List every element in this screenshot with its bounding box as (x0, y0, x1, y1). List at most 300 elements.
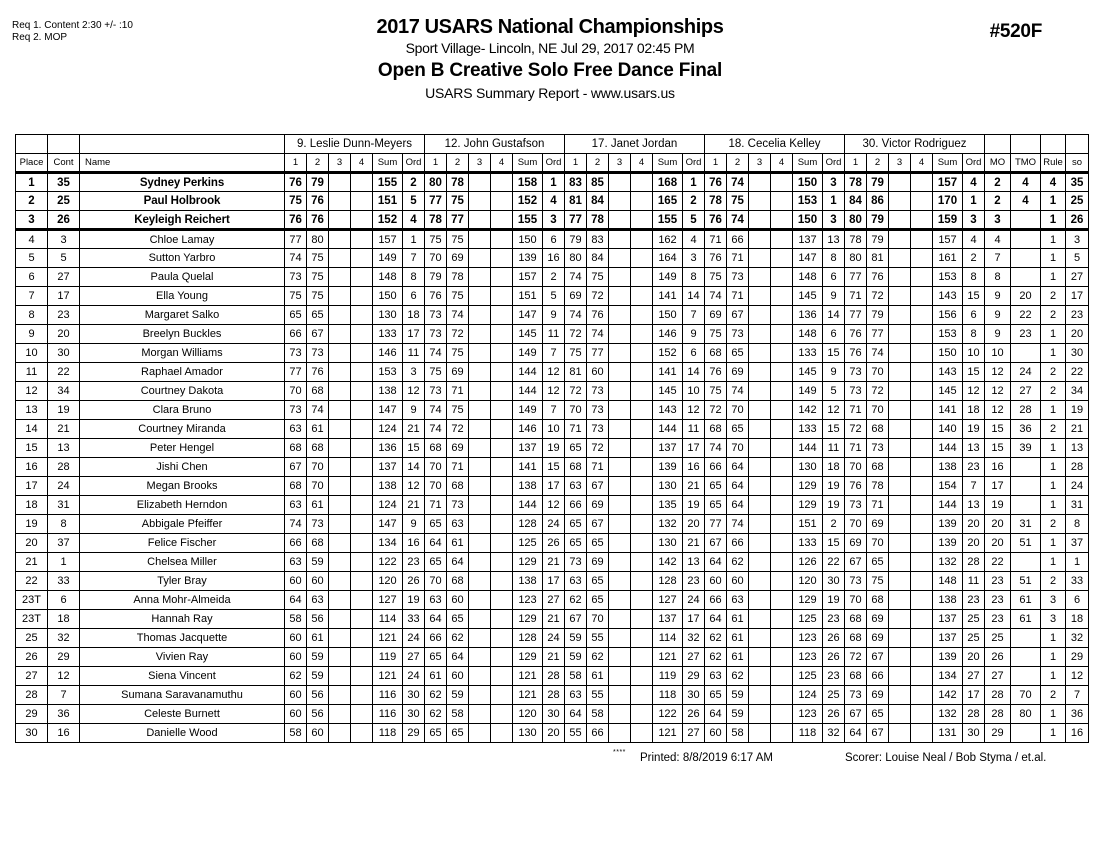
cell-place: 18 (16, 496, 48, 515)
table-row (16, 667, 1089, 686)
cell-so: 1 (1066, 553, 1089, 572)
cell-contestant-number: 29 (48, 648, 80, 667)
cell-j5-sum: 150 (933, 344, 963, 363)
cell-j4-score-1: 72 (705, 401, 727, 420)
cell-j1-sum: 147 (373, 515, 403, 534)
cell-j5-ordinal: 23 (963, 458, 985, 477)
cell-j5-score-3 (889, 610, 911, 629)
column-header-j4-2: 2 (727, 154, 749, 173)
cell-j2-score-1: 65 (425, 553, 447, 572)
cell-j5-score-2: 72 (867, 287, 889, 306)
cell-j1-sum: 134 (373, 534, 403, 553)
table-row (16, 325, 1089, 344)
cell-j4-score-3 (749, 572, 771, 591)
cell-so: 24 (1066, 477, 1089, 496)
cell-j4-score-3 (749, 724, 771, 743)
cell-rule: 2 (1041, 420, 1066, 439)
cell-j2-ordinal: 21 (543, 553, 565, 572)
cell-j1-ordinal: 4 (403, 211, 425, 230)
cell-j4-score-1: 62 (705, 648, 727, 667)
cell-j4-score-2: 61 (727, 610, 749, 629)
cell-j5-score-2: 68 (867, 420, 889, 439)
cell-j2-sum: 150 (513, 230, 543, 249)
cell-j2-sum: 137 (513, 439, 543, 458)
table-row (16, 610, 1089, 629)
cell-j3-score-3 (609, 458, 631, 477)
cell-j2-score-1: 76 (425, 287, 447, 306)
cell-j3-score-2: 66 (587, 724, 609, 743)
cell-j2-score-2: 60 (447, 667, 469, 686)
cell-j5-sum: 157 (933, 230, 963, 249)
cell-j3-score-3 (609, 382, 631, 401)
cell-j3-ordinal: 20 (683, 515, 705, 534)
cell-j5-score-2: 71 (867, 496, 889, 515)
cell-j5-score-1: 72 (845, 648, 867, 667)
cell-j2-score-4 (491, 344, 513, 363)
cell-j1-sum: 121 (373, 629, 403, 648)
cell-j5-ordinal: 25 (963, 629, 985, 648)
table-row (16, 306, 1089, 325)
cell-j2-sum: 152 (513, 192, 543, 211)
cell-j5-score-2: 70 (867, 401, 889, 420)
column-header-place: Place (16, 154, 48, 173)
cell-j2-score-4 (491, 230, 513, 249)
cell-j4-score-1: 76 (705, 249, 727, 268)
table-row (16, 382, 1089, 401)
cell-j1-sum: 130 (373, 306, 403, 325)
table-row (16, 572, 1089, 591)
cell-j1-score-1: 63 (285, 420, 307, 439)
cell-j4-score-1: 76 (705, 173, 727, 192)
cell-j2-ordinal: 12 (543, 496, 565, 515)
cell-j1-score-1: 60 (285, 629, 307, 648)
cell-j4-ordinal: 26 (823, 648, 845, 667)
cell-j4-score-1: 67 (705, 534, 727, 553)
cell-j3-score-4 (631, 705, 653, 724)
cell-j1-score-4 (351, 591, 373, 610)
cell-j2-score-4 (491, 363, 513, 382)
table-row (16, 648, 1089, 667)
cell-j2-ordinal: 7 (543, 401, 565, 420)
cell-j3-sum: 135 (653, 496, 683, 515)
cell-j1-ordinal: 33 (403, 610, 425, 629)
cell-j5-ordinal: 28 (963, 553, 985, 572)
cell-j4-score-2: 64 (727, 458, 749, 477)
cell-j3-sum: 168 (653, 173, 683, 192)
cell-j3-score-3 (609, 496, 631, 515)
cell-tmo: 51 (1011, 572, 1041, 591)
cell-j3-score-1: 75 (565, 344, 587, 363)
column-header-row (16, 154, 1089, 173)
cell-j2-ordinal: 24 (543, 629, 565, 648)
cell-j1-score-4 (351, 629, 373, 648)
cell-j1-score-1: 74 (285, 249, 307, 268)
cell-tmo (1011, 667, 1041, 686)
cell-j5-score-1: 73 (845, 382, 867, 401)
cell-j2-ordinal: 15 (543, 458, 565, 477)
cell-j1-ordinal: 9 (403, 515, 425, 534)
cell-j5-score-3 (889, 572, 911, 591)
cell-j4-sum: 130 (793, 458, 823, 477)
cell-j1-score-3 (329, 249, 351, 268)
cell-j5-score-2: 67 (867, 724, 889, 743)
cell-j4-score-2: 61 (727, 629, 749, 648)
cell-j5-score-4 (911, 306, 933, 325)
cell-j5-sum: 154 (933, 477, 963, 496)
cell-tmo: 61 (1011, 591, 1041, 610)
cell-tmo (1011, 249, 1041, 268)
cell-j1-score-2: 73 (307, 344, 329, 363)
cell-j1-score-1: 60 (285, 648, 307, 667)
cell-j5-score-4 (911, 458, 933, 477)
cell-rule: 4 (1041, 173, 1066, 192)
cell-j4-score-2: 70 (727, 401, 749, 420)
cell-j1-score-4 (351, 496, 373, 515)
cell-j1-score-2: 61 (307, 629, 329, 648)
cell-j3-score-2: 84 (587, 249, 609, 268)
table-row (16, 458, 1089, 477)
cell-j5-sum: 140 (933, 420, 963, 439)
cell-j1-score-2: 70 (307, 477, 329, 496)
table-row (16, 705, 1089, 724)
cell-so: 21 (1066, 420, 1089, 439)
cell-j5-ordinal: 23 (963, 591, 985, 610)
cell-j4-ordinal: 23 (823, 667, 845, 686)
cell-j3-ordinal: 23 (683, 572, 705, 591)
cell-j5-score-1: 68 (845, 629, 867, 648)
cell-place: 28 (16, 686, 48, 705)
cell-contestant-number: 30 (48, 344, 80, 363)
cell-j4-score-3 (749, 629, 771, 648)
cell-j3-ordinal: 3 (683, 249, 705, 268)
cell-j2-sum: 149 (513, 401, 543, 420)
cell-j3-score-4 (631, 515, 653, 534)
cell-j4-score-2: 60 (727, 572, 749, 591)
cell-j2-score-4 (491, 553, 513, 572)
cell-place: 11 (16, 363, 48, 382)
cell-j2-ordinal: 10 (543, 420, 565, 439)
cell-j4-score-4 (771, 287, 793, 306)
cell-j5-ordinal: 8 (963, 325, 985, 344)
cell-j5-sum: 139 (933, 534, 963, 553)
cell-j4-ordinal: 22 (823, 553, 845, 572)
cell-j4-score-2: 74 (727, 173, 749, 192)
cell-j2-score-4 (491, 496, 513, 515)
cell-skater-name: Chelsea Miller (80, 553, 285, 572)
cell-rule: 1 (1041, 496, 1066, 515)
banner-spacer-so (1066, 135, 1089, 154)
cell-j3-ordinal: 5 (683, 211, 705, 230)
cell-j3-score-3 (609, 667, 631, 686)
cell-j3-score-3 (609, 249, 631, 268)
cell-contestant-number: 6 (48, 591, 80, 610)
cell-j1-score-4 (351, 667, 373, 686)
cell-j2-ordinal: 28 (543, 667, 565, 686)
cell-j5-ordinal: 30 (963, 724, 985, 743)
judge-header-2: 12. John Gustafson (425, 135, 565, 154)
cell-j4-score-2: 64 (727, 496, 749, 515)
cell-j3-score-1: 79 (565, 230, 587, 249)
cell-j1-score-2: 60 (307, 572, 329, 591)
cell-place: 23T (16, 591, 48, 610)
cell-place: 25 (16, 629, 48, 648)
cell-place: 12 (16, 382, 48, 401)
cell-contestant-number: 36 (48, 705, 80, 724)
cell-rule: 2 (1041, 686, 1066, 705)
cell-rule: 1 (1041, 629, 1066, 648)
cell-j4-score-3 (749, 192, 771, 211)
cell-j2-score-4 (491, 211, 513, 230)
cell-j2-score-2: 61 (447, 534, 469, 553)
cell-j1-score-2: 80 (307, 230, 329, 249)
cell-j2-score-1: 74 (425, 420, 447, 439)
cell-j5-score-3 (889, 287, 911, 306)
cell-j4-score-4 (771, 325, 793, 344)
column-header-j4-ord: Ord (823, 154, 845, 173)
cell-j5-score-2: 69 (867, 610, 889, 629)
cell-j3-ordinal: 6 (683, 344, 705, 363)
cell-j4-ordinal: 19 (823, 477, 845, 496)
cell-j4-sum: 137 (793, 230, 823, 249)
cell-j5-score-2: 76 (867, 268, 889, 287)
cell-j2-score-2: 77 (447, 211, 469, 230)
cell-j1-score-3 (329, 629, 351, 648)
cell-j5-score-1: 76 (845, 325, 867, 344)
cell-j4-score-4 (771, 705, 793, 724)
cell-skater-name: Anna Mohr-Almeida (80, 591, 285, 610)
cell-j5-score-2: 86 (867, 192, 889, 211)
cell-j2-ordinal: 30 (543, 705, 565, 724)
cell-j5-score-4 (911, 420, 933, 439)
cell-j3-score-4 (631, 667, 653, 686)
cell-contestant-number: 1 (48, 553, 80, 572)
cell-j1-score-3 (329, 724, 351, 743)
cell-j1-ordinal: 14 (403, 458, 425, 477)
cell-j1-score-1: 63 (285, 553, 307, 572)
cell-j1-score-1: 63 (285, 496, 307, 515)
cell-j1-score-1: 66 (285, 534, 307, 553)
column-header-j2-sum: Sum (513, 154, 543, 173)
table-row (16, 724, 1089, 743)
cell-j2-score-1: 66 (425, 629, 447, 648)
banner-spacer-tmo (1011, 135, 1041, 154)
cell-j2-score-3 (469, 686, 491, 705)
cell-j4-score-1: 65 (705, 477, 727, 496)
cell-j1-score-4 (351, 477, 373, 496)
cell-mo: 28 (985, 686, 1011, 705)
cell-j5-score-4 (911, 648, 933, 667)
cell-j5-score-3 (889, 344, 911, 363)
cell-j4-ordinal: 11 (823, 439, 845, 458)
cell-j3-score-2: 78 (587, 211, 609, 230)
cell-j5-ordinal: 13 (963, 496, 985, 515)
cell-j3-sum: 122 (653, 705, 683, 724)
cell-j2-sum: 146 (513, 420, 543, 439)
cell-j4-sum: 124 (793, 686, 823, 705)
column-header-j3-ord: Ord (683, 154, 705, 173)
cell-j1-score-2: 63 (307, 591, 329, 610)
cell-j3-score-3 (609, 211, 631, 230)
cell-j1-score-1: 75 (285, 287, 307, 306)
cell-j5-sum: 138 (933, 591, 963, 610)
cell-j3-score-1: 59 (565, 629, 587, 648)
cell-j1-sum: 137 (373, 458, 403, 477)
cell-tmo: 80 (1011, 705, 1041, 724)
cell-j4-ordinal: 14 (823, 306, 845, 325)
cell-j5-score-2: 79 (867, 230, 889, 249)
cell-j1-sum: 138 (373, 477, 403, 496)
cell-j4-sum: 129 (793, 496, 823, 515)
cell-j5-score-1: 67 (845, 553, 867, 572)
cell-j4-score-3 (749, 325, 771, 344)
cell-skater-name: Elizabeth Herndon (80, 496, 285, 515)
cell-j5-sum: 141 (933, 401, 963, 420)
cell-j3-sum: 141 (653, 363, 683, 382)
cell-j2-score-1: 74 (425, 344, 447, 363)
cell-j3-sum: 132 (653, 515, 683, 534)
banner-spacer-rule (1041, 135, 1066, 154)
cell-j1-score-1: 76 (285, 173, 307, 192)
cell-j3-score-3 (609, 268, 631, 287)
cell-j1-sum: 157 (373, 230, 403, 249)
cell-j5-score-1: 84 (845, 192, 867, 211)
cell-j2-sum: 121 (513, 686, 543, 705)
cell-j3-score-1: 65 (565, 439, 587, 458)
cell-tmo: 23 (1011, 325, 1041, 344)
cell-j4-ordinal: 25 (823, 686, 845, 705)
judge-banner-row (16, 135, 1089, 154)
cell-j5-ordinal: 10 (963, 344, 985, 363)
results-table-container (15, 134, 1089, 743)
cell-j2-sum: 147 (513, 306, 543, 325)
cell-j3-score-3 (609, 420, 631, 439)
cell-j1-sum: 150 (373, 287, 403, 306)
cell-skater-name: Siena Vincent (80, 667, 285, 686)
cell-j1-sum: 138 (373, 382, 403, 401)
cell-j3-score-2: 74 (587, 325, 609, 344)
cell-j1-score-3 (329, 287, 351, 306)
cell-j5-score-4 (911, 363, 933, 382)
cell-j4-sum: 123 (793, 648, 823, 667)
cell-j1-score-4 (351, 192, 373, 211)
cell-j4-score-4 (771, 534, 793, 553)
table-row (16, 230, 1089, 249)
cell-j3-score-3 (609, 439, 631, 458)
cell-j1-ordinal: 2 (403, 173, 425, 192)
cell-j1-ordinal: 21 (403, 420, 425, 439)
cell-so: 6 (1066, 591, 1089, 610)
cell-j1-score-2: 68 (307, 382, 329, 401)
cell-j2-sum: 129 (513, 648, 543, 667)
cell-place: 20 (16, 534, 48, 553)
cell-j3-score-2: 72 (587, 287, 609, 306)
cell-j5-score-4 (911, 192, 933, 211)
cell-j2-score-4 (491, 534, 513, 553)
cell-so: 32 (1066, 629, 1089, 648)
cell-j5-score-2: 66 (867, 667, 889, 686)
cell-j4-score-1: 77 (705, 515, 727, 534)
cell-j5-score-4 (911, 344, 933, 363)
cell-j4-ordinal: 8 (823, 249, 845, 268)
cell-j3-score-2: 67 (587, 477, 609, 496)
column-header-j2-3: 3 (469, 154, 491, 173)
banner-spacer-mo (985, 135, 1011, 154)
cell-j1-score-4 (351, 686, 373, 705)
cell-j3-score-2: 73 (587, 401, 609, 420)
cell-j3-ordinal: 27 (683, 724, 705, 743)
cell-j2-ordinal: 16 (543, 249, 565, 268)
cell-j1-sum: 147 (373, 401, 403, 420)
cell-j2-sum: 123 (513, 591, 543, 610)
cell-j1-score-3 (329, 610, 351, 629)
cell-place: 3 (16, 211, 48, 230)
cell-j1-score-2: 76 (307, 211, 329, 230)
cell-j4-sum: 129 (793, 477, 823, 496)
cell-j4-score-3 (749, 268, 771, 287)
cell-j2-score-2: 60 (447, 591, 469, 610)
cell-so: 13 (1066, 439, 1089, 458)
cell-j2-score-2: 68 (447, 572, 469, 591)
cell-j3-ordinal: 16 (683, 458, 705, 477)
cell-j3-ordinal: 4 (683, 230, 705, 249)
cell-so: 29 (1066, 648, 1089, 667)
cell-contestant-number: 19 (48, 401, 80, 420)
cell-place: 14 (16, 420, 48, 439)
cell-j1-sum: 124 (373, 420, 403, 439)
cell-j2-score-2: 78 (447, 268, 469, 287)
cell-j2-score-4 (491, 705, 513, 724)
cell-j1-score-1: 76 (285, 211, 307, 230)
cell-j2-score-4 (491, 287, 513, 306)
column-header-j5-ord: Ord (963, 154, 985, 173)
table-row (16, 534, 1089, 553)
cell-tmo: 27 (1011, 382, 1041, 401)
cell-tmo (1011, 553, 1041, 572)
cell-j2-score-2: 74 (447, 306, 469, 325)
cell-j4-ordinal: 15 (823, 344, 845, 363)
cell-j4-ordinal: 5 (823, 382, 845, 401)
cell-j1-score-3 (329, 572, 351, 591)
cell-j5-score-3 (889, 401, 911, 420)
cell-j3-sum: 139 (653, 458, 683, 477)
cell-j3-score-2: 65 (587, 534, 609, 553)
cell-j3-score-3 (609, 553, 631, 572)
cell-place: 7 (16, 287, 48, 306)
cell-j2-ordinal: 17 (543, 477, 565, 496)
cell-j3-score-4 (631, 306, 653, 325)
cell-j1-score-3 (329, 686, 351, 705)
cell-j5-ordinal: 28 (963, 705, 985, 724)
cell-j3-sum: 130 (653, 534, 683, 553)
cell-j2-score-1: 73 (425, 325, 447, 344)
cell-j4-score-3 (749, 496, 771, 515)
cell-j4-score-3 (749, 382, 771, 401)
cell-j3-score-2: 70 (587, 610, 609, 629)
cell-j2-sum: 158 (513, 173, 543, 192)
cell-j4-score-2: 67 (727, 306, 749, 325)
column-header-j5-3: 3 (889, 154, 911, 173)
cell-j3-sum: 121 (653, 724, 683, 743)
cell-j3-score-3 (609, 648, 631, 667)
cell-j1-ordinal: 27 (403, 648, 425, 667)
footer-printed-timestamp: Printed: 8/8/2019 6:17 AM (640, 752, 773, 764)
cell-so: 12 (1066, 667, 1089, 686)
cell-j3-score-4 (631, 363, 653, 382)
cell-j4-score-4 (771, 306, 793, 325)
cell-j2-score-1: 71 (425, 496, 447, 515)
cell-j5-score-2: 81 (867, 249, 889, 268)
cell-j2-ordinal: 7 (543, 344, 565, 363)
